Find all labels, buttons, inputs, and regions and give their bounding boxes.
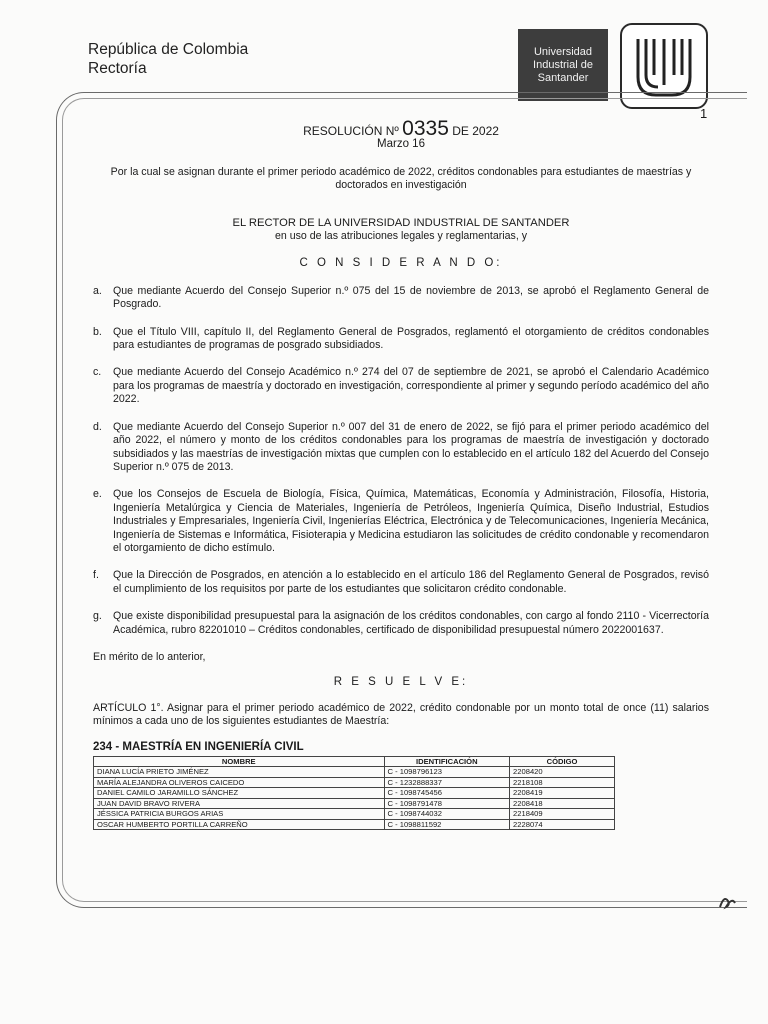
list-item xyxy=(93,326,709,353)
cell-name: OSCAR HUMBERTO PORTILLA CARREÑO xyxy=(94,819,385,830)
cell-id: C - 1098796123 xyxy=(384,767,510,778)
list-item xyxy=(93,285,709,312)
column-header: CÓDIGO xyxy=(510,757,615,767)
office-name: Rectoría xyxy=(88,60,147,77)
cell-name: JÉSSICA PATRICIA BURGOS ARIAS xyxy=(94,809,385,820)
rector-line: EL RECTOR DE LA UNIVERSIDAD INDUSTRIAL DE SANTANDER xyxy=(232,216,570,229)
list-marker: g. xyxy=(93,610,102,623)
page-number: 1 xyxy=(700,106,708,121)
list-item xyxy=(93,421,709,475)
table-row xyxy=(94,819,615,830)
resuelve-heading: R E S U E L V E: xyxy=(333,676,469,689)
column-header: NOMBRE xyxy=(94,757,385,767)
table-row xyxy=(94,777,615,788)
section-title: 234 - MAESTRÍA EN INGENIERÍA CIVIL xyxy=(93,740,304,753)
resolution-purpose: Por la cual se asignan durante el primer periodo académico de 2022, créditos condonables para estudiantes de maestrías y doctorados en investigación xyxy=(110,165,692,192)
university-logo-text xyxy=(518,29,608,101)
list-marker: d. xyxy=(93,420,102,433)
list-marker: a. xyxy=(93,284,102,297)
list-item xyxy=(93,569,709,596)
rector-subline: en uso de las atribuciones legales y reglamentarias, y xyxy=(274,230,528,243)
list-item xyxy=(93,488,709,555)
cell-code: 2208419 xyxy=(510,788,615,799)
considerando-heading: C O N S I D E R A N D O: xyxy=(299,257,503,270)
resolution-date: Marzo 16 xyxy=(377,138,425,151)
table-header-row xyxy=(94,757,615,767)
table-row xyxy=(94,809,615,820)
list-item-text: Que mediante Acuerdo del Consejo Académico n.º 274 del 07 de septiembre de 2021, se aprobó el Calendario Académico para los programas de maestría y doctorado en investigación, correspondiente al primer y segundo período académico del año 2022. xyxy=(113,366,709,406)
merit-line: En mérito de lo anterior, xyxy=(93,650,206,663)
list-item xyxy=(93,366,709,406)
cell-code: 2218409 xyxy=(510,809,615,820)
column-header: IDENTIFICACIÓN xyxy=(384,757,510,767)
table-row xyxy=(94,767,615,778)
table-row xyxy=(94,798,615,809)
list-marker: e. xyxy=(93,488,102,501)
list-item-text: Que los Consejos de Escuela de Biología, Física, Química, Matemáticas, Economía y Administración, Filosofía, Historia, Ingeniería Metalúrgica y Ciencia de Materiales, Ingeniería de Petróleos, Ingeniería Química, Diseño Industrial, Estudios Industriales y Empresariales, Ingeniería Civil, Ingenierías Eléctrica, Electrónica y de Telecomunicaciones, Ingeniería Mecánica, Ingeniería de Sistemas e Informática, Fisioterapia y Medicina estudiaron las solicitudes de crédito condonable y recomendaron el otorgamiento de dicho estímulo. xyxy=(113,488,709,554)
cell-id: C - 1098744032 xyxy=(384,809,510,820)
resolution-heading xyxy=(93,117,709,140)
cell-id: C - 1098811592 xyxy=(384,819,510,830)
list-item-text: Que mediante Acuerdo del Consejo Superior n.º 007 del 31 de enero de 2022, se fijó para el primer periodo académico del año 2022, el número y monto de los créditos condonables para los programas de maestría de investigación y doctorado subsidiados y las maestrías de investigación mixtas que cumplen con lo establecido en el artículo 182 del Acuerdo del Consejo Superior n.º 075 de 2013. xyxy=(113,420,709,473)
logo-line: Santander xyxy=(537,71,589,84)
cell-name: DANIEL CAMILO JARAMILLO SÁNCHEZ xyxy=(94,788,385,799)
list-item-text: Que el Título VIII, capítulo II, del Reglamento General de Posgrados, reglamentó el otorgamiento de créditos condonables para estudiantes de programas de posgrado subsidiados. xyxy=(113,325,709,352)
table-row xyxy=(94,788,615,799)
logo-line: Industrial de xyxy=(533,58,593,71)
cell-code: 2228074 xyxy=(510,819,615,830)
cell-name: DIANA LUCÍA PRIETO JIMÉNEZ xyxy=(94,767,385,778)
list-item xyxy=(93,610,709,637)
list-marker: f. xyxy=(93,569,99,582)
cell-code: 2218108 xyxy=(510,777,615,788)
list-item-text: Que existe disponibilidad presupuestal para la asignación de los créditos condonables, con cargo al fondo 2110 - Vicerrectoría Académica, rubro 82201010 – Créditos condonables, certificado de disponibilidad presupuestal número 2022001637. xyxy=(113,610,709,636)
list-marker: b. xyxy=(93,325,102,338)
considerations-list xyxy=(93,285,709,637)
list-item-text: Que mediante Acuerdo del Consejo Superior n.º 075 del 15 de noviembre de 2013, se aprobó el Reglamento General de Posgrado. xyxy=(113,284,709,311)
letterhead xyxy=(88,40,248,78)
students-table xyxy=(93,756,615,830)
cell-code: 2208418 xyxy=(510,798,615,809)
cell-id: C - 1098791478 xyxy=(384,798,510,809)
resolution-number: 0335 xyxy=(402,117,449,140)
cell-id: C - 1232888337 xyxy=(384,777,510,788)
cell-name: MARÍA ALEJANDRA OLIVEROS CAICEDO xyxy=(94,777,385,788)
article-1: ARTÍCULO 1°. Asignar para el primer periodo académico de 2022, crédito condonable por un monto total de once (11) salarios mínimos a cada uno de los siguientes estudiantes de Maestría: xyxy=(93,701,709,728)
initials-mark-icon xyxy=(716,893,738,914)
resolution-label: RESOLUCIÓN Nº xyxy=(303,124,399,138)
cell-id: C - 1098745456 xyxy=(384,788,510,799)
list-item-text: Que la Dirección de Posgrados, en atención a lo establecido en el artículo 186 del Reglamento General de Posgrados, revisó el cumplimiento de los requisitos por parte de los estudiantes que solicitaron crédito condonable. xyxy=(113,569,709,595)
country-name: República de Colombia xyxy=(88,41,249,58)
logo-line: Universidad xyxy=(533,45,593,58)
list-marker: c. xyxy=(93,366,102,379)
cell-name: JUAN DAVID BRAVO RIVERA xyxy=(94,798,385,809)
cell-code: 2208420 xyxy=(510,767,615,778)
resolution-year: DE 2022 xyxy=(452,124,499,138)
resolution-body xyxy=(93,118,709,830)
